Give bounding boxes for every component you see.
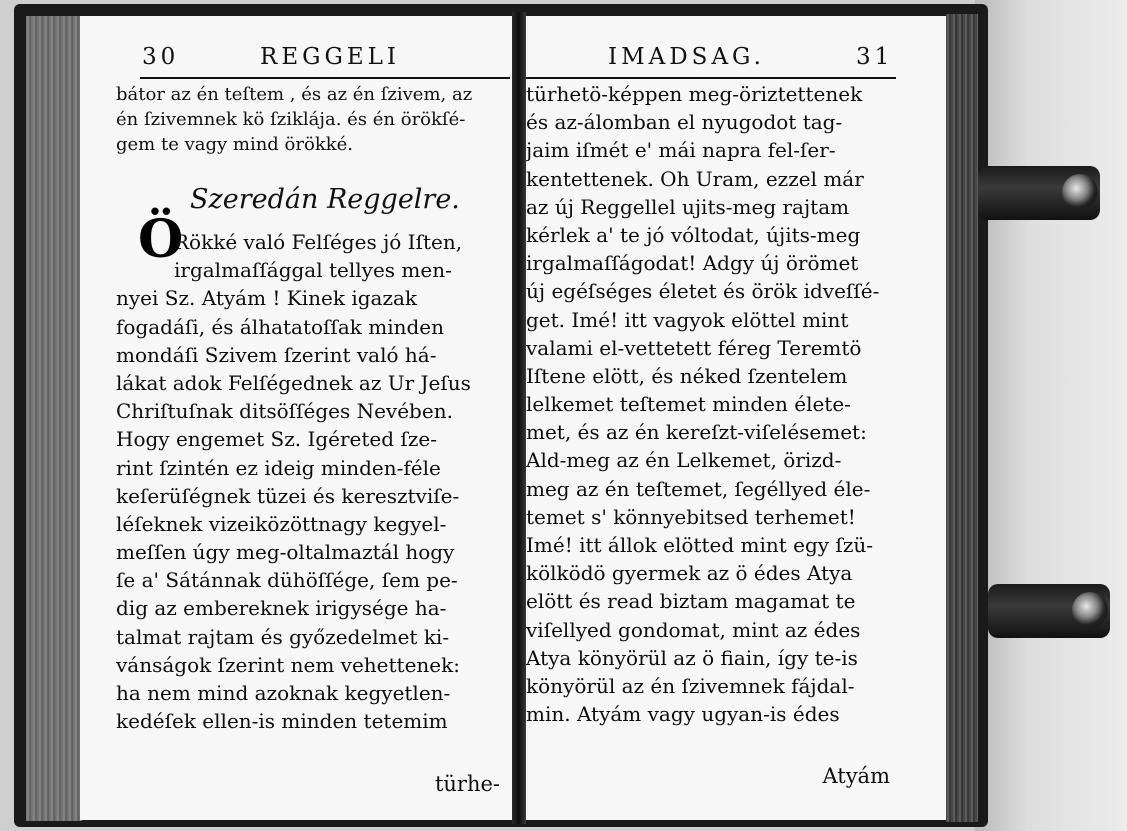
running-head-title: REGGELI	[260, 44, 401, 70]
right-page	[522, 16, 946, 820]
text-line: jaim iſmét e' mái napra fel-ſer-	[526, 138, 836, 163]
clasp-top	[978, 166, 1100, 220]
text-line: az új Reggellel ujits-meg rajtam	[526, 194, 850, 219]
header-rule	[526, 77, 896, 79]
left-running-head	[80, 44, 516, 78]
body-text	[526, 80, 942, 728]
previous-paragraph	[116, 82, 512, 157]
text-line: kölködö gyermek az ö édes Atya	[526, 561, 853, 586]
text-line: temet s' könnyebitsed terhemet!	[526, 504, 856, 529]
background-surface	[975, 0, 1127, 831]
text-line: kérlek a' te jó vóltodat, újits-meg	[526, 222, 861, 247]
text-line: új egéſséges életet és örök idveſſé-	[526, 279, 880, 304]
clasp-knob-icon	[1062, 174, 1098, 210]
text-line: dig az embereknek irigysége ha-	[116, 596, 447, 621]
text-line: Rökké való Felſéges jó Iſten,	[174, 230, 463, 254]
text-line: kedéſek ellen-is minden tetemim	[116, 709, 448, 734]
text-line: Iſtene elött, és néked ſzentelem	[526, 363, 848, 388]
text-line: Imé! itt állok elötted mint egy ſzü-	[526, 533, 874, 557]
text-line: lákat adok Felſégednek az Ur Jeſus	[116, 370, 471, 395]
header-rule	[140, 77, 510, 79]
text-line: irgalmaſſággal tellyes men-	[174, 258, 452, 283]
text-line: ſe a' Sátánnak dühöſſége, ſem pe-	[116, 568, 458, 593]
text-line: gem te vagy mind örökké.	[116, 134, 354, 155]
catchword: türhe-	[434, 772, 500, 796]
text-line: Atya könyörül az ö fiain, így te-is	[526, 645, 858, 670]
book-gutter	[512, 12, 526, 824]
text-line: get. Imé! itt vagyok elöttel mint	[526, 307, 849, 332]
right-running-head	[522, 44, 946, 78]
text-line: valami el-vettetett féreg Teremtö	[526, 335, 862, 360]
text-line: nyei Sz. Atyám ! Kinek igazak	[116, 286, 418, 311]
text-line: Chriſtuſnak ditsöſſéges Nevében.	[116, 399, 453, 424]
right-page-edges	[946, 14, 978, 822]
clasp-knob-icon	[1072, 592, 1108, 628]
text-line: talmat rajtam és győzedelmet ki-	[116, 624, 450, 649]
text-line: fogadáſi, és álhatatoſſak minden	[116, 314, 444, 339]
drop-cap: Ö	[138, 209, 184, 270]
text-line: bátor az én teſtem , és az én ſzivem, az	[116, 84, 473, 105]
clasp-bottom	[988, 584, 1110, 638]
catchword: Atyám	[822, 764, 890, 788]
text-line: viſellyed gondomat, mint az édes	[526, 617, 861, 642]
text-line: kentettenek. Oh Uram, ezzel már	[526, 166, 864, 191]
running-head-title: IMADSAG.	[608, 44, 765, 70]
text-line: vánságok ſzerint nem vehettenek:	[116, 652, 460, 677]
text-line: keſerüſégnek tüzei és keresztviſe-	[116, 483, 460, 508]
section-heading: Szeredán Reggelre.	[190, 184, 460, 215]
text-line: min. Atyám vagy ugyan-is édes	[526, 702, 840, 727]
left-page	[80, 16, 516, 820]
text-line: könyörül az én ſzivemnek fájdal-	[526, 673, 855, 698]
text-line: met, és az én kereſzt-viſelésemet:	[526, 420, 867, 445]
text-line: mondáſi Szivem ſzerint való há-	[116, 342, 437, 367]
text-line: Hogy engemet Sz. Igéreted ſze-	[116, 427, 437, 452]
text-line: lelkemet teſtemet minden élete-	[526, 392, 851, 417]
text-line: meg az én teſtemet, ſegéllyed éle-	[526, 476, 871, 501]
left-page-edges	[26, 16, 82, 821]
text-line: léſeknek vizeiközöttnagy kegyel-	[116, 511, 447, 536]
text-line: és az-álomban el nyugodot tag-	[526, 110, 843, 135]
text-line: Ald-meg az én Lelkemet, örizd-	[526, 448, 842, 473]
text-line: irgalmaſſágodat! Adgy új örömet	[526, 251, 859, 276]
text-line: türhetö-képpen meg-öriztettenek	[526, 82, 863, 106]
page-number: 31	[856, 44, 894, 70]
text-line: én ſzivemnek kö ſziklája. és én örökſé-	[116, 109, 466, 130]
body-text	[116, 228, 512, 735]
text-line: meſſen úgy meg-oltalmaztál hogy	[116, 540, 455, 565]
text-line: elött és read biztam magamat te	[526, 589, 856, 614]
text-line: rint ſzintén ez ideig minden-féle	[116, 455, 441, 480]
text-line: ha nem mind azoknak kegyetlen-	[116, 681, 451, 705]
page-number: 30	[142, 44, 180, 70]
